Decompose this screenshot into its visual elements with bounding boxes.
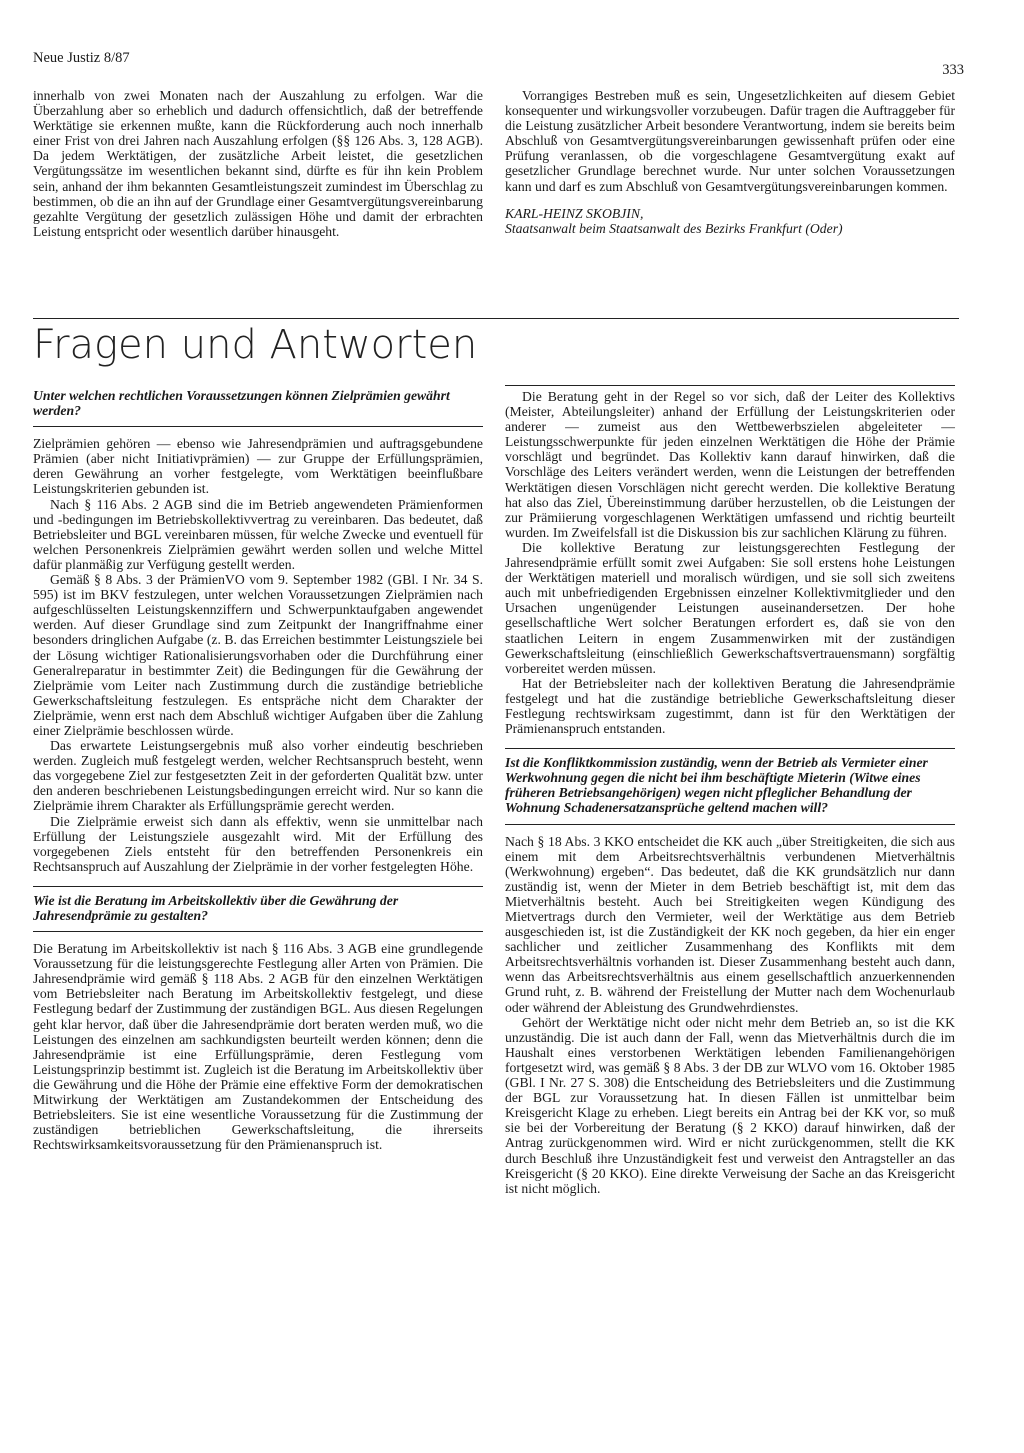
paragraph: Zielprämien gehören — ebenso wie Jahresendprämien und auftragsgebundene Prämien (aber nicht Initiativprämien) — zur Gruppe der Erfüllungsprämien, deren Gewährung an vorher festgelegte, vom Werktätigen beeinflußbare Leistungskriterien gebunden ist. [33, 436, 483, 497]
paragraph: Die Zielprämie erweist sich dann als effektiv, wenn sie unmittelbar nach Erfüllung der Leistungsziele ausgezahlt wird. Mit der Erfüllung des vorgegebenen Ziels entsteht für den betreffenden Personenkreis ein Rechtsanspruch auf Auszahlung der Zielprämie in der vorher festgelegten Höhe. [33, 813, 483, 874]
section-divider [33, 318, 959, 319]
top-left-column [33, 88, 483, 239]
left-column [33, 385, 483, 1152]
page-number: 333 [942, 62, 964, 78]
paragraph: Hat der Betriebsleiter nach der kollektiven Beratung die Jahresendprämie festgelegt und hat die zuständige betriebliche Gewerkschaftsleitung dieser Festlegung rechtswirksam zugestimmt, dann ist für den Werktätigen der Prämienanspruch entstanden. [505, 675, 955, 737]
author-title: Staatsanwalt beim Staatsanwalt des Bezirks Frankfurt (Oder) [505, 220, 843, 236]
paragraph: Die Beratung geht in der Regel so vor sich, daß der Leiter des Kollektivs (Meister, Abteilungsleiter) anhand der Erfüllung der Leistungskriterien oder anderer — zumeist aus den Wettbewerbszielen abgeleiteter — Leistungsschwerpunkte für jeden einzelnen Werktätigen die Höhe der Prämie vorschlägt und begründet. Das Kollektiv kann darauf hinwirken, daß die Vorschläge des Leiters verändert werden, wenn die Leistungen der betreffenden Werktätigen diesen Vorschlägen nicht gerecht werden. Die kollektive Beratung hat also das Ziel, Übereinstimmung darüber herzustellen, ob die Leistungen der zur Prämiierung vorgeschlagenen Werktätigen umfassend und richtig beurteilt wurden. Im Zweifelsfall ist die Diskussion bis zur sachlichen Klärung zu führen. [505, 385, 955, 540]
paragraph: innerhalb von zwei Monaten nach der Auszahlung zu erfolgen. War die Überzahlung aber so erheblich und dadurch offensichtlich, daß der betreffende Werktätige sie erkennen mußte, kann die Rückforderung auch noch innerhalb einer Frist von drei Jahren nach Auszahlung erfolgen (§§ 126 Abs. 3, 128 AGB). Da jedem Werktätigen, der zusätzliche Arbeit leistet, die gesetzlichen Vergütungssätze im wesentlichen bekannt sind, dürfte es für ihn kein Problem sein, anhand der ihm bekannten Gesamtleistungszeit zumindest im Überschlag zu bestimmen, ob die an ihn auf der Grundlage einer Gesamtvergütungsvereinbarung gezahlte Vergütung der gesetzlich zulässigen Höhe und damit der erbrachten Leistung entspricht oder wesentlich darüber hinausgeht. [33, 88, 483, 239]
paragraph: Nach § 116 Abs. 2 AGB sind die im Betrieb angewendeten Prämienformen und -bedingungen im Betriebskollektivvertrag zu vereinbaren. Das bedeutet, daß Betriebsleiter und BGL vereinbaren müssen, für welche Zwecke und eventuell für welchen Personenkreis Zielprämien gewährt werden sollen und welche Mittel dafür planmäßig zur Verfügung gestellt werden. [33, 496, 483, 572]
paragraph: Gehört der Werktätige nicht oder nicht mehr dem Betrieb an, so ist die KK unzuständig. Die ist auch dann der Fall, wenn das Mietverhältnis durch die im Haushalt eines verstorbenen Werktätigen lebenden Familienangehörigen fortgesetzt wird, was gemäß § 8 Abs. 3 der DB zur WLVO vom 16. Oktober 1985 (GBl. I Nr. 27 S. 308) die Entscheidung des Betriebsleiters und die Zustimmung der BGL zur Voraussetzung hat. In diesen Fällen ist unmittelbar beim Kreisgericht Klage zu erheben. Liegt bereits ein Antrag bei der KK vor, so muß sie bei der Vorbereitung der Beratung (§ 2 KKO) darauf hinwirken, daß der Antrag zurückgenommen wird. Wird er nicht zurückgenommen, stellt die KK durch Beschluß ihre Unzuständigkeit fest und verweist den Antragsteller an das Kreisgericht (§ 20 KKO). Eine direkte Verweisung der Sache an das Kreisgericht ist nicht möglich. [505, 1014, 955, 1196]
right-column [505, 385, 955, 1196]
paragraph: Das erwartete Leistungsergebnis muß also vorher eindeutig beschrieben werden. Zugleich muß festgelegt werden, welcher Rechtsanspruch besteht, wenn das vorgegebene Ziel zur festgesetzten Zeit in der geforderten Qualität bzw. unter den anderen beschriebenen Leistungsbedingungen erreicht wird. Nur so kann die Zielprämie ihrem Charakter als Erfüllungsprämie gerecht werden. [33, 738, 483, 814]
paragraph: Die kollektive Beratung zur leistungsgerechten Festlegung der Jahresendprämie erfüllt somit zwei Aufgaben: Sie soll erstens hohe Leistungen der Werktätigen materiell und moralisch würdigen, und sie soll sich zweitens auch mit unbefriedigenden Ergebnissen einzelner Kollektivmitglieder und den Ursachen ungenügender Leistungen auseinandersetzen. Der hohe gesellschaftliche Wert solcher Beratungen erfordert es, daß sie von den staatlichen Leitern in engem Zusammenwirken mit der zuständigen Gewerkschaftsleitung (einschließlich Gewerkschaftsvertrauensmann) sorgfältig vorbereitet werden müssen. [505, 539, 955, 676]
question-heading: Ist die Konfliktkommission zuständig, wenn der Betrieb als Vermieter einer Werkwohnung gegen die nicht bei ihm beschäftigte Mieterin (Witwe eines früheren Betriebsangehörigen) wegen nicht pfleglicher Behandlung der Wohnung Schadenersatzansprüche geltend machen will? [505, 748, 955, 824]
paragraph: Vorrangiges Bestreben muß es sein, Ungesetzlichkeiten auf diesem Gebiet konsequenter und wirkungsvoller vorzubeugen. Dafür tragen die Auftraggeber für die Leistung zusätzlicher Arbeit besondere Verantwortung, indem sie bereits beim Abschluß von Gesamtvergütungsvereinbarungen gewissenhaft prüfen oder eine Prüfung veranlassen, ob die vorgeschlagene Gesamtvergütung exakt auf gesetzlicher Grundlage berechnet wurde. Nur unter solchen Voraussetzungen kann und darf es zum Abschluß von Gesamtvergütungsvereinbarungen kommen. [505, 88, 955, 194]
section-title: Fragen und Antworten [33, 322, 478, 368]
paragraph: Nach § 18 Abs. 3 KKO entscheidet die KK auch „über Streitigkeiten, die sich aus einem mit dem Arbeitsrechtsverhältnis verbundenen Mietverhältnis (Werkwohnung) ergeben“. Das bedeutet, daß die KK grundsätzlich nur dann zuständig ist, wenn der Mieter in dem Betrieb beschäftigt ist, mit dem das Mietverhältnis besteht. Auch bei Streitigkeiten wegen Kündigung des Mietvertrags durch den Vermieter, weil der Werktätige aus dem Betrieb ausgeschieden ist, ist die Zuständigkeit der KK noch gegeben, da hier ein enger sachlicher und zeitlicher Zusammenhang des Konflikts mit dem Arbeitsrechtsverhältnis vorhanden ist. Dieser Zusammenhang besteht auch dann, wenn das Arbeitsrechtsverhältnis aus einem gesellschaftlich anzuerkennenden Grund ruht, z. B. während der Freistellung der Mutter nach dem Wochenurlaub oder während der Ableistung des Grundwehrdienstes. [505, 833, 955, 1015]
paragraph: Die Beratung im Arbeitskollektiv ist nach § 116 Abs. 3 AGB eine grundlegende Voraussetzung für die leistungsgerechte Festlegung aller Arten von Prämien. Die Jahresendprämie wird gemäß § 118 Abs. 2 AGB für den einzelnen Werktätigen vom Betriebsleiter nach Beratung im Arbeitskollektiv festgelegt, und diese Festlegung bedarf der Zustimmung der zuständigen BGL. Aus diesen Regelungen geht klar hervor, daß über die Jahresendprämie dort beraten werden muß, wo die Leistungen des einzelnen am sachkundigsten beurteilt werden können; denn die Jahresendprämie ist eine Erfüllungsprämie, deren Festlegung vom Leistungsprinzip bestimmt ist. Zugleich ist die Beratung im Arbeitskollektiv über die Gewährung und die Höhe der Prämie eine effektive Form der demokratischen Mitwirkung der Werktätigen am Zustandekommen der Entscheidung des Betriebsleiters. Sie ist eine wesentliche Voraussetzung für die Zustimmung der zuständigen betrieblichen Gewerkschaftsleitung, die ihrerseits Rechtswirksamkeitsvoraussetzung für den Prämienanspruch ist. [33, 941, 483, 1153]
journal-issue: Neue Justiz 8/87 [33, 50, 130, 66]
paragraph: Gemäß § 8 Abs. 3 der PrämienVO vom 9. September 1982 (GBl. I Nr. 34 S. 595) ist im BKV festzulegen, unter welchen Voraussetzungen Zielprämien nach aufgeschlüsselten Leistungskennziffern und Schwerpunktaufgaben angewendet werden. Auf dieser Grundlage sind zum Zeitpunkt der Inangriffnahme einer besonders dringlichen Aufgabe (z. B. das Erreichen bestimmter Leistungsziele bei der Lösung wichtiger Rationalisierungsvorhaben oder die Durchführung einer Generalreparatur in bestimmter Zeit) die Bedingungen für die Gewährung der Zielprämie vom Leiter nach Zustimmung durch die zuständige betriebliche Gewerkschaftsleitung festzulegen. Es entspräche nicht dem Charakter der Zielprämie, wenn erst nach dem Abschluß wichtiger Aufgaben über die Zahlung einer Zielprämie beschlossen würde. [33, 572, 483, 738]
top-right-column [505, 88, 955, 236]
question-heading: Unter welchen rechtlichen Voraussetzungen können Zielprämien gewährt werden? [33, 385, 483, 427]
question-heading: Wie ist die Beratung im Arbeitskollektiv über die Gewährung der Jahresendprämie zu gestalten? [33, 886, 483, 932]
author-name: KARL-HEINZ SKOBJIN, [505, 205, 644, 221]
running-header [33, 50, 964, 78]
